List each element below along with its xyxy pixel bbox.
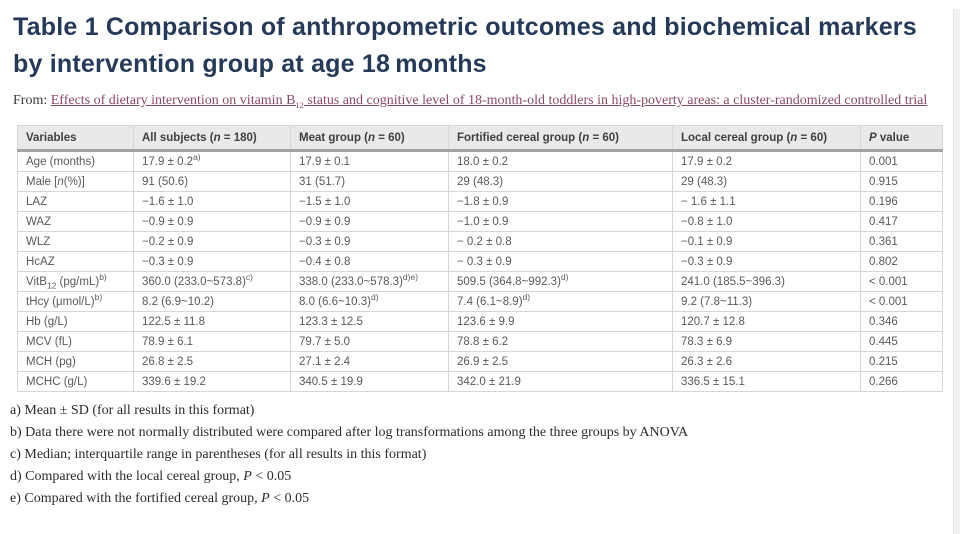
table-row <box>18 272 943 292</box>
source-line <box>13 90 930 111</box>
column-header: P value <box>861 126 943 151</box>
value-cell: −0.8 ± 1.0 <box>673 212 861 232</box>
value-cell: 339.6 ± 19.2 <box>134 372 291 392</box>
table-row <box>18 352 943 372</box>
footnote: e) Compared with the fortified cereal group, P < 0.05 <box>10 491 310 506</box>
table-row <box>18 151 943 172</box>
variable-cell: MCV (fL) <box>18 332 134 352</box>
variable-cell: MCHC (g/L) <box>18 372 134 392</box>
value-cell: 8.0 (6.6~10.3)$^{d)}$ <box>291 292 449 312</box>
value-cell: 8.2 (6.9~10.2) <box>134 292 291 312</box>
source-prefix: From: <box>13 93 48 108</box>
source-article-link[interactable]: Effects of dietary intervention on vitamin $B_{12}$ status and cognitive level of 18-month-old toddlers in high-poverty areas: a cluster-randomized controlled trial <box>50 93 928 110</box>
table-row <box>18 232 943 252</box>
value-cell: 29 (48.3) <box>673 172 861 192</box>
value-cell: 0.445 <box>861 332 943 352</box>
value-cell: 18.0 ± 0.2 <box>449 151 673 172</box>
value-cell: 122.5 ± 11.8 <box>134 312 291 332</box>
value-cell: 0.361 <box>861 232 943 252</box>
value-cell: −0.1 ± 0.9 <box>673 232 861 252</box>
header-row <box>18 126 943 151</box>
value-cell: < 0.001 <box>861 272 943 292</box>
column-header: Meat group (n = 60) <box>291 126 449 151</box>
value-cell: 0.266 <box>861 372 943 392</box>
value-cell: 0.215 <box>861 352 943 372</box>
value-cell: 78.8 ± 6.2 <box>449 332 673 352</box>
variable-cell: Hb (g/L) <box>18 312 134 332</box>
column-header: Fortified cereal group (n = 60) <box>449 126 673 151</box>
value-cell: 338.0 (233.0~578.3)$^{d)e)}$ <box>291 272 449 292</box>
column-header: All subjects (n = 180) <box>134 126 291 151</box>
variable-cell: Age (months) <box>18 151 134 172</box>
comparison-table <box>17 125 943 392</box>
value-cell: 29 (48.3) <box>449 172 673 192</box>
value-cell: 7.4 (6.1~8.9)$^{d)}$ <box>449 292 673 312</box>
footnote: d) Compared with the local cereal group, P < 0.05 <box>10 469 292 484</box>
value-cell: −0.3 ± 0.9 <box>134 252 291 272</box>
value-cell: $17.9 \pm 0.2^{a)}$ <box>134 151 291 172</box>
value-cell: − 0.3 ± 0.9 <box>449 252 673 272</box>
value-cell: −0.4 ± 0.8 <box>291 252 449 272</box>
value-cell: 360.0 (233.0~573.8)$^{c)}$ <box>134 272 291 292</box>
column-header: Local cereal group (n = 60) <box>673 126 861 151</box>
value-cell: −0.3 ± 0.9 <box>673 252 861 272</box>
variable-cell: MCH (pg) <box>18 352 134 372</box>
variable-cell: WAZ <box>18 212 134 232</box>
page-right-edge <box>953 9 960 534</box>
footnote: c) Median; interquartile range in parentheses (for all results in this format) <box>10 447 427 462</box>
variable-cell: tHcy $(\mu mol/L)^{b)}$ <box>18 292 134 312</box>
value-cell: −0.9 ± 0.9 <box>134 212 291 232</box>
footnote: a) Mean ± SD (for all results in this format) <box>10 403 255 418</box>
table-row <box>18 372 943 392</box>
footnotes <box>10 400 960 510</box>
value-cell: 509.5 (364.8~992.3)$^{d)}$ <box>449 272 673 292</box>
variable-cell: Male [n(%)] <box>18 172 134 192</box>
value-cell: 0.802 <box>861 252 943 272</box>
value-cell: 9.2 (7.8~11.3) <box>673 292 861 312</box>
page-title: Table 1 Comparison of anthropometric outcomes and biochemical markers by intervention group at age 18 months <box>13 13 917 78</box>
value-cell: −1.0 ± 0.9 <box>449 212 673 232</box>
value-cell: −1.6 ± 1.0 <box>134 192 291 212</box>
table-header <box>18 126 943 151</box>
value-cell: 123.6 ± 9.9 <box>449 312 673 332</box>
table-row <box>18 312 943 332</box>
value-cell: −0.9 ± 0.9 <box>291 212 449 232</box>
value-cell: − 1.6 ± 1.1 <box>673 192 861 212</box>
table-body <box>18 151 943 392</box>
value-cell: 342.0 ± 21.9 <box>449 372 673 392</box>
value-cell: 26.8 ± 2.5 <box>134 352 291 372</box>
value-cell: −0.3 ± 0.9 <box>291 232 449 252</box>
column-header: Variables <box>18 126 134 151</box>
value-cell: −0.2 ± 0.9 <box>134 232 291 252</box>
variable-cell: VitB$_{12}$ $(pg/mL)^{b)}$ <box>18 272 134 292</box>
value-cell: 79.7 ± 5.0 <box>291 332 449 352</box>
value-cell: 26.3 ± 2.6 <box>673 352 861 372</box>
value-cell: 123.3 ± 12.5 <box>291 312 449 332</box>
value-cell: 0.417 <box>861 212 943 232</box>
variable-cell: LAZ <box>18 192 134 212</box>
value-cell: < 0.001 <box>861 292 943 312</box>
value-cell: 0.196 <box>861 192 943 212</box>
value-cell: 241.0 (185.5~396.3) <box>673 272 861 292</box>
value-cell: 26.9 ± 2.5 <box>449 352 673 372</box>
value-cell: −1.5 ± 1.0 <box>291 192 449 212</box>
table-row <box>18 292 943 312</box>
value-cell: − 0.2 ± 0.8 <box>449 232 673 252</box>
value-cell: −1.8 ± 0.9 <box>449 192 673 212</box>
value-cell: 17.9 ± 0.1 <box>291 151 449 172</box>
footnote: b) Data there were not normally distributed were compared after log transformations among the three groups by ANOVA <box>10 425 689 440</box>
value-cell: 31 (51.7) <box>291 172 449 192</box>
table-row <box>18 192 943 212</box>
variable-cell: WLZ <box>18 232 134 252</box>
value-cell: 120.7 ± 12.8 <box>673 312 861 332</box>
value-cell: 340.5 ± 19.9 <box>291 372 449 392</box>
value-cell: 17.9 ± 0.2 <box>673 151 861 172</box>
table-row <box>18 252 943 272</box>
value-cell: 27.1 ± 2.4 <box>291 352 449 372</box>
table-row <box>18 172 943 192</box>
table-row <box>18 212 943 232</box>
value-cell: 0.001 <box>861 151 943 172</box>
value-cell: 91 (50.6) <box>134 172 291 192</box>
value-cell: 0.915 <box>861 172 943 192</box>
variable-cell: HcAZ <box>18 252 134 272</box>
value-cell: 0.346 <box>861 312 943 332</box>
value-cell: 78.9 ± 6.1 <box>134 332 291 352</box>
table-row <box>18 332 943 352</box>
value-cell: 78.3 ± 6.9 <box>673 332 861 352</box>
value-cell: 336.5 ± 15.1 <box>673 372 861 392</box>
